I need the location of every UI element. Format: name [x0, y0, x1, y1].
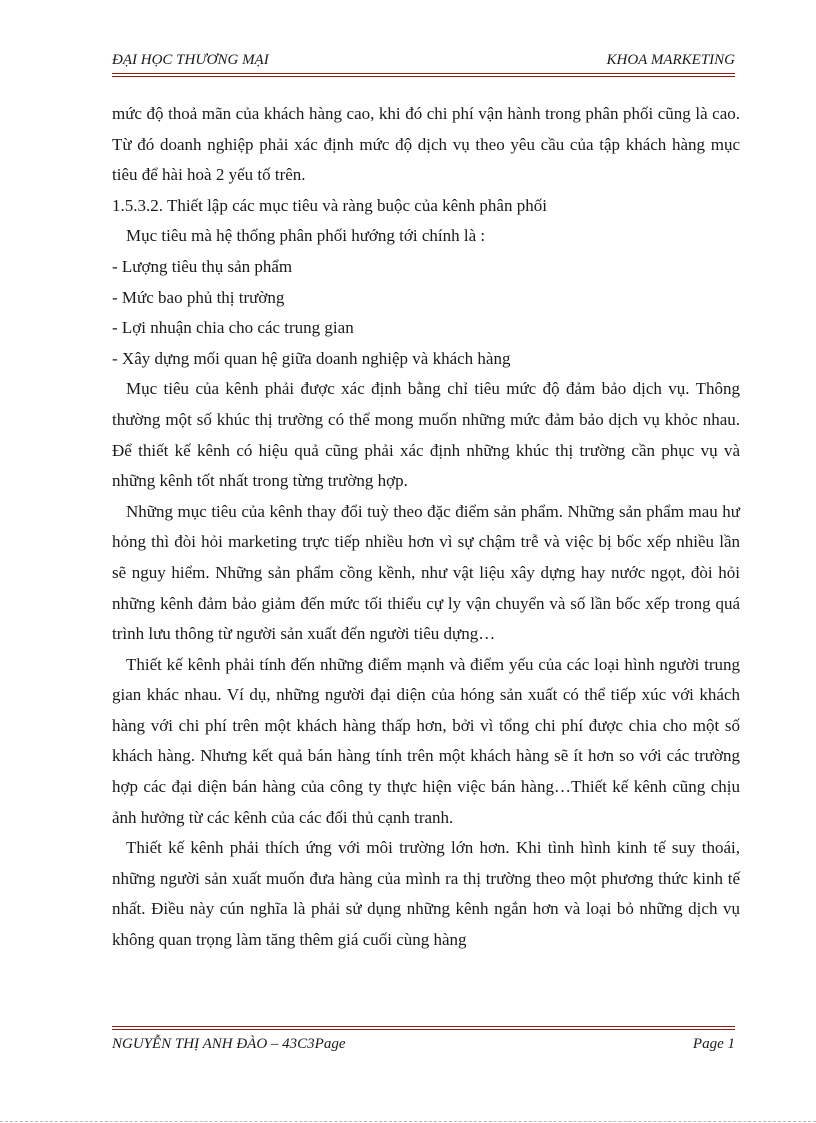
list-item: - Xây dựng mối quan hệ giữa doanh nghiệp và khách hàng	[112, 348, 511, 368]
list-item: - Lượng tiêu thụ sản phẩm	[112, 256, 293, 276]
footer-rule	[112, 1026, 735, 1030]
header-faculty: KHOA MARKETING	[606, 52, 735, 68]
header-university: ĐẠI HỌC THƯƠNG MẠI	[112, 52, 269, 68]
list-item: - Mức bao phủ thị trường	[112, 287, 285, 307]
page-edge-divider	[0, 1121, 816, 1122]
paragraph: Thiết kế kênh phải thích ứng với môi trường lớn hơn. Khi tình hình kinh tế suy thoái, những người sản xuất muốn đưa hàng của mình ra thị trường theo một phương thức kinh tế nhất. Điều này cún nghĩa là phải sử dụng những kênh ngắn hơn và loại bỏ những dịch vụ không quan trọng làm tăng thêm giá cuối cùng hàng	[112, 838, 740, 950]
header-rule	[112, 73, 735, 77]
document-body	[112, 99, 740, 956]
paragraph: Những mục tiêu của kênh thay đổi tuỳ theo đặc điểm sản phẩm. Những sản phẩm mau hư hỏng thì đòi hỏi marketing trực tiếp nhiều hơn vì sự chậm trễ và việc bị bốc xếp nhiều lần sẽ nguy hiểm. Những sản phẩm cồng kềnh, như vật liệu xây dựng hay nước ngọt, đòi hỏi những kênh đảm bảo giảm đến mức tối thiểu cự ly vận chuyển và số lần bốc xếp trong quá trình lưu thông từ người sản xuất đến người tiêu dựng…	[112, 501, 740, 644]
list-intro: Mục tiêu mà hệ thống phân phối hướng tới chính là :	[126, 226, 486, 246]
footer-author: NGUYỄN THỊ ANH ĐÀO – 43C3Page	[112, 1036, 346, 1052]
paragraph: Mục tiêu của kênh phải được xác định bằng chỉ tiêu mức độ đảm bảo dịch vụ. Thông thường một số khúc thị trường có thể mong muốn những mức đảm bảo dịch vụ khỏc nhau. Để thiết kế kênh có hiệu quả cũng phải xác định những khúc thị trường cần phục vụ và những kênh tốt nhất trong từng trường hợp.	[112, 379, 740, 491]
list-item: - Lợi nhuận chia cho các trung gian	[112, 318, 354, 338]
section-heading: 1.5.3.2. Thiết lập các mục tiêu và ràng buộc của kênh phân phối	[112, 195, 547, 215]
paragraph: Thiết kế kênh phải tính đến những điểm mạnh và điểm yếu của các loại hình người trung gian khác nhau. Ví dụ, những người đại diện của hóng sản xuất có thể tiếp xúc với khách hàng với chi phí trên một khách hàng thấp hơn, bởi vì tổng chi phí được chia cho một số khách hàng. Nhưng kết quả bán hàng tính trên một khách hàng sẽ ít hơn so với các trường hợp các đại diện bán hàng của công ty thực hiện việc bán hàng…Thiết kế kênh cũng chịu ảnh hưởng từ các kênh của các đối thủ cạnh tranh.	[112, 654, 740, 827]
page-number: Page 1	[692, 1036, 735, 1052]
paragraph-continuation: mức độ thoả mãn của khách hàng cao, khi đó chi phí vận hành trong phân phối cũng là cao. Từ đó doanh nghiệp phải xác định mức độ dịch vụ theo yêu cầu của tập khách hàng mục tiêu để hài hoà 2 yếu tố trên.	[112, 104, 740, 185]
page-header	[112, 52, 735, 74]
page-footer	[112, 1036, 735, 1058]
